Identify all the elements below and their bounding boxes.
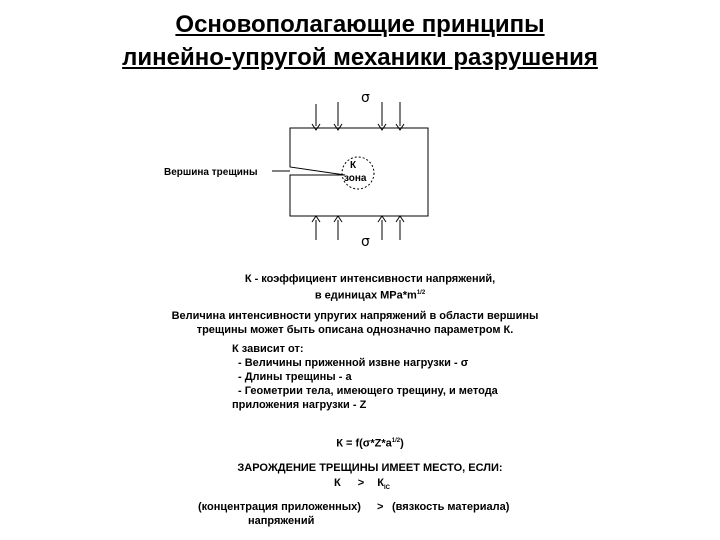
sigma-bottom: σ (361, 234, 370, 250)
sigma-top: σ (361, 90, 370, 106)
formula-sup: 1/2 (391, 438, 401, 444)
k-definition-line-1: К - коэффициент интенсивности напряжений, (244, 273, 496, 285)
depends-item-3: - Геометрии тела, имеющего трещину, и метода (238, 385, 498, 397)
specimen-outline (290, 128, 428, 216)
zone-word-label: зона (344, 173, 367, 184)
title-line-1: Основополагающие принципы (175, 11, 545, 38)
criterion-k: К (334, 477, 341, 489)
k-units-text: в единицах MPa*m (314, 289, 417, 302)
magnitude-line-2: трещины может быть описана однозначно параметром К. (196, 324, 514, 336)
bottom-gt: > (377, 501, 384, 513)
crack-diagram (150, 88, 510, 258)
formula (270, 434, 470, 452)
bottom-right: (вязкость материала) (392, 501, 510, 513)
crack-tip-label: Вершина трещины (164, 167, 258, 178)
title-line-2: линейно-упругой механики разрушения (122, 44, 598, 71)
depends-item-4: приложения нагрузки - Z (232, 399, 367, 411)
criterion-kic: К (377, 477, 384, 489)
criterion-gt: > (357, 477, 365, 489)
formula-close: ) (400, 437, 404, 450)
criterion-row (334, 476, 390, 496)
bottom-left-2: напряжений (248, 515, 315, 527)
bottom-left-1: (концентрация приложенных) (198, 501, 361, 513)
top-load-arrows (312, 102, 404, 130)
initiation-heading: ЗАРОЖДЕНИЕ ТРЕЩИНЫ ИМЕЕТ МЕСТО, ЕСЛИ: (237, 462, 503, 474)
k-units-sup: 1/2 (416, 290, 426, 296)
zone-k-label: К (350, 160, 357, 171)
formula-main: К = f(σ*Z*a (336, 437, 392, 450)
depends-header: К зависит от: (232, 343, 304, 355)
criterion-kic-sub: IC (384, 485, 390, 492)
page-title (0, 8, 720, 74)
magnitude-line-1: Величина интенсивности упругих напряжений в области вершины (171, 310, 539, 322)
depends-item-1: - Величины приженной извне нагрузки - σ (238, 357, 469, 369)
bottom-load-arrows (312, 216, 404, 240)
depends-item-2: - Длины трещины - a (238, 371, 352, 383)
k-definition-line-2 (170, 286, 570, 304)
